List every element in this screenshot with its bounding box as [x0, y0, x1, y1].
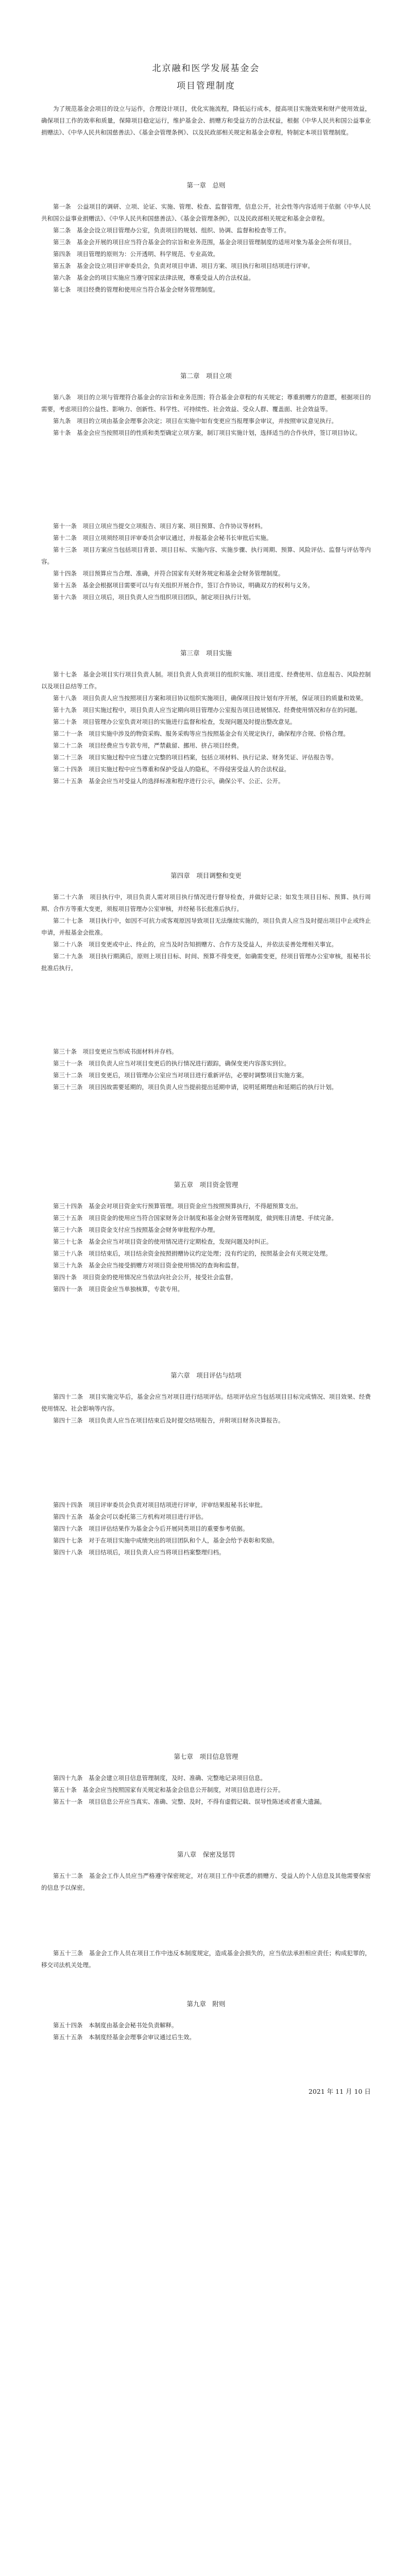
article: 第五十一条 项目信息公开应当真实、准确、完整、及时，不得有虚假记载、误导性陈述或者重大遗漏。 [53, 1798, 325, 1805]
article: 第五条 基金会设立项目评审委员会，负责对项目申请、项目方案、项目执行和项目结项进行评审。 [53, 262, 314, 269]
chapter-9-body [41, 2020, 371, 2043]
article: 第三十七条 基金会应当对项目资金的使用情况进行定期检查，发现问题及时纠正。 [53, 1238, 272, 1245]
article: 第四十二条 项目实施完毕后，基金会应当对项目进行结项评估。结项评估应当包括项目目标完成情况、项目效果、经费使用情况、社会影响等内容。 [41, 1393, 371, 1412]
chapter-5-body [41, 1200, 371, 1295]
article: 第八条 项目的立项与管理符合基金会的宗旨和业务范围；符合基金会章程的有关规定；尊重捐赠方的意愿，根据项目的需要，考虑项目的公益性、影响力、创新性、科学性、可持续性、社会效益、受众人群、覆盖面、社会效益等。 [41, 394, 371, 413]
preamble [41, 103, 371, 139]
chapter-2-body [41, 392, 371, 439]
article: 第十九条 项目实施过程中，项目负责人应当定期向项目管理办公室报告项目进展情况、经费使用情况和存在的问题。 [53, 706, 361, 714]
article: 第四十五条 基金会可以委托第三方机构对项目进行评估。 [53, 1513, 207, 1520]
article: 第十五条 基金会根据项目需要可以与有关组织开展合作，签订合作协议，明确双方的权利与义务。 [53, 582, 314, 589]
article: 第四条 项目管理的原则为：公开透明、科学规范、专业高效。 [53, 250, 219, 258]
chapter-1-body [41, 201, 371, 296]
article: 第二十七条 项目执行中，如因不可抗力或客观原因导致项目无法继续实施的，项目负责人应当及时提出项目中止或终止申请，并报基金会批准。 [41, 917, 371, 936]
chapter-3-body [41, 669, 371, 787]
article: 第二十三条 项目实施过程中应当建立完整的项目档案，包括立项材料、执行记录、财务凭证、评估报告等。 [53, 754, 337, 761]
article: 第三十二条 项目变更后，项目管理办公室应当对项目进行重新评估，必要时调整项目实施方案。 [53, 1072, 308, 1079]
chapter-6-title: 第六章 项目评估与结项 [170, 1371, 242, 1379]
article: 第五十条 基金会应当按照国家有关规定和基金会信息公开制度，对项目信息进行公开。 [53, 1786, 284, 1793]
chapter-5-title: 第五章 项目资金管理 [174, 1181, 238, 1189]
article: 第七条 项目经费的管理和使用应当符合基金会财务管理制度。 [53, 286, 219, 293]
article: 第五十四条 本制度由基金会秘书处负责解释。 [53, 2022, 178, 2029]
chapter-6-body [41, 1391, 371, 1427]
article: 第三十四条 基金会对项目资金实行预算管理。项目资金应当按照预算执行，不得超预算支出。 [53, 1202, 302, 1210]
article: 第四十条 项目资金的使用情况应当依法向社会公开，接受社会监督。 [53, 1274, 237, 1281]
article: 第三十条 项目变更应当形成书面材料并存档。 [53, 1048, 178, 1055]
article: 第九条 项目的立项由基金会理事会决定；项目在实施中如有变更应当报理事会审议，并按照审议意见执行。 [53, 417, 337, 425]
article: 第六条 基金会的项目实施应当遵守国家法律法规，尊重受益人的合法权益。 [53, 274, 254, 281]
article: 第四十七条 对于在项目实施中成绩突出的项目团队和个人，基金会给予表彰和奖励。 [53, 1537, 278, 1544]
doc-title: 项目管理制度 [177, 81, 235, 91]
chapter-9-title: 第九章 附则 [186, 2000, 226, 2008]
article: 第二十条 项目管理办公室负责对项目的实施进行监督和检查，发现问题及时提出整改意见。 [53, 718, 296, 725]
article: 第二十六条 项目执行中，项目负责人需对项目执行情况进行督导检查，并做好记录；如发生项目目标、预算、执行周期、合作方等重大变更，须报项目管理办公室审核，并经秘书长批准后执行。 [41, 893, 371, 912]
article: 第四十三条 项目负责人应当在项目结束后及时提交结项报告，并附项目财务决算报告。 [53, 1417, 284, 1424]
article: 第五十三条 基金会工作人员在项目工作中违反本制度规定，造成基金会损失的，应当依法承担相应责任；构成犯罪的，移交司法机关处理。 [41, 1950, 371, 1969]
article: 第二十九条 项目执行期满后，原则上项目目标、时间、预算不得变更，如确需变更，经项目管理办公室审核，报秘书长批准后执行。 [41, 953, 371, 972]
chapter-2-title: 第二章 项目立项 [180, 372, 232, 380]
chapter-4-body [41, 891, 371, 974]
chapter-4-body-cont [41, 1046, 371, 1093]
chapter-8-body [41, 1870, 371, 1894]
chapter-7-title: 第七章 项目信息管理 [174, 1753, 238, 1760]
chapter-8-body-cont [41, 1947, 371, 1971]
chapter-3-title: 第三章 项目实施 [180, 649, 232, 657]
article: 第四十六条 项目评估结果作为基金会今后开展同类项目的重要参考依据。 [53, 1525, 249, 1532]
article: 第十八条 项目负责人应当按照项目方案和项目协议组织实施项目，确保项目按计划有序开展，保证项目的质量和效果。 [53, 694, 367, 702]
article: 第十二条 项目立项须经项目评审委员会审议通过，并报基金会秘书长审批后实施。 [53, 534, 272, 541]
article: 第三十八条 项目结束后，项目结余资金按照捐赠协议约定处理；没有约定的，按照基金会有关规定处理。 [53, 1250, 332, 1257]
article: 第四十九条 基金会建立项目信息管理制度，及时、准确、完整地记录项目信息。 [53, 1774, 266, 1782]
article: 第二十一条 项目实施中涉及的物资采购、服务采购等应当按照基金会有关规定执行，确保程序合规、价格合理。 [53, 730, 349, 737]
article: 第四十一条 项目资金应当单独核算，专款专用。 [53, 1285, 183, 1293]
article: 第四十八条 项目结项后，项目负责人应当将项目档案整理归档。 [53, 1549, 225, 1556]
article: 第十条 基金会应当按照项目的性质和类型确定立项方案，制订项目实施计划，选择适当的合作伙伴，签订项目协议。 [53, 429, 361, 436]
article: 第三十九条 基金会应当接受捐赠方对项目资金使用情况的查询和监督。 [53, 1262, 243, 1269]
document-date: 2021 年 11 月 10 日 [308, 2088, 371, 2095]
article: 第十一条 项目立项应当提交立项报告、项目方案、项目预算、合作协议等材料。 [53, 522, 266, 530]
article: 第五十二条 基金会工作人员应当严格遵守保密规定，对在项目工作中获悉的捐赠方、受益人的个人信息及其他需要保密的信息予以保密。 [41, 1872, 371, 1891]
article: 第十七条 基金会项目实行项目负责人制。项目负责人负责项目的组织实施、项目进度、经费使用、信息报告、风险控制以及项目总结等工作。 [41, 671, 371, 690]
article: 第三十一条 项目负责人应当对项目变更后的执行情况进行跟踪，确保变更内容落实到位。 [53, 1060, 290, 1067]
org-title: 北京融和医学发展基金会 [152, 63, 260, 74]
chapter-2-body-cont [41, 520, 371, 603]
article: 第十六条 项目立项后，项目负责人应当组织项目团队，制定项目执行计划。 [53, 594, 254, 601]
article: 第三十三条 项目因故需要延期的，项目负责人应当提前提出延期申请，说明延期理由和延期后的执行计划。 [53, 1083, 337, 1091]
article: 第二十八条 项目变更或中止、终止的，应当及时告知捐赠方、合作方及受益人，并依法妥善处理相关事宜。 [53, 941, 337, 948]
article: 第五十五条 本制度经基金会理事会审议通过后生效。 [53, 2033, 195, 2041]
article: 第二条 基金会设立项目管理办公室，负责项目的规划、组织、协调、监督和检查等工作。 [53, 227, 290, 234]
article: 第一条 公益项目的调研、立项、论证、实施、管理、检查、监督管理，信息公开，社会性等内容适用于依据《中华人民共和国公益事业捐赠法》、《中华人民共和国慈善法》、《基金会管理条例》，以及民政部相关规定和基金会章程。 [41, 203, 371, 222]
article: 第十四条 项目预算应当合理、准确，并符合国家有关财务规定和基金会财务管理制度。 [53, 570, 284, 577]
chapter-4-title: 第四章 项目调整和变更 [170, 872, 242, 879]
preamble-text: 为了规范基金会项目的设立与运作，合理设计项目，优化实施流程，降低运行成本，提高项目实施效果和财产使用效益，确保项目工作的效率和质量，保障项目稳定运行，维护基金会、捐赠方和受益方的合法权益，根据《中华人民共和国公益事业捐赠法》、《中华人民共和国慈善法》、《基金会管理条例》、以及民政部相关规定和基金会章程，特制定本项目管理制度。 [41, 105, 371, 136]
chapter-1-title: 第一章 总则 [186, 181, 226, 189]
article: 第三十五条 项目资金的使用应当符合国家财务会计制度和基金会财务管理制度，做到账目清楚、手续完备。 [53, 1214, 337, 1222]
article: 第三十六条 项目资金支付应当按照基金会财务审批程序办理。 [53, 1226, 219, 1233]
article: 第三条 基金会开展的项目应当符合基金会的宗旨和业务范围，基金会项目管理制度的适用对象为基金会所有项目。 [53, 239, 355, 246]
article: 第二十四条 项目实施过程中应当尊重和保护受益人的隐私，不得侵害受益人的合法权益。 [53, 766, 290, 773]
article: 第十三条 项目方案应当包括项目背景、项目目标、实施内容、实施步骤、执行周期、预算、风险评估、监督与评估等内容。 [41, 546, 371, 565]
chapter-6-body-cont [41, 1499, 371, 1558]
chapter-8-title: 第八章 保密及惩罚 [177, 1851, 235, 1858]
article: 第二十二条 项目经费应当专款专用，严禁截留、挪用、挤占项目经费。 [53, 742, 243, 749]
article: 第四十四条 项目评审委员会负责对项目结项进行评审，评审结果报秘书长审批。 [53, 1501, 266, 1509]
chapter-7-body [41, 1772, 371, 1808]
article: 第二十五条 基金会应当对受益人的选择标准和程序进行公示，确保公平、公正、公开。 [53, 777, 284, 785]
